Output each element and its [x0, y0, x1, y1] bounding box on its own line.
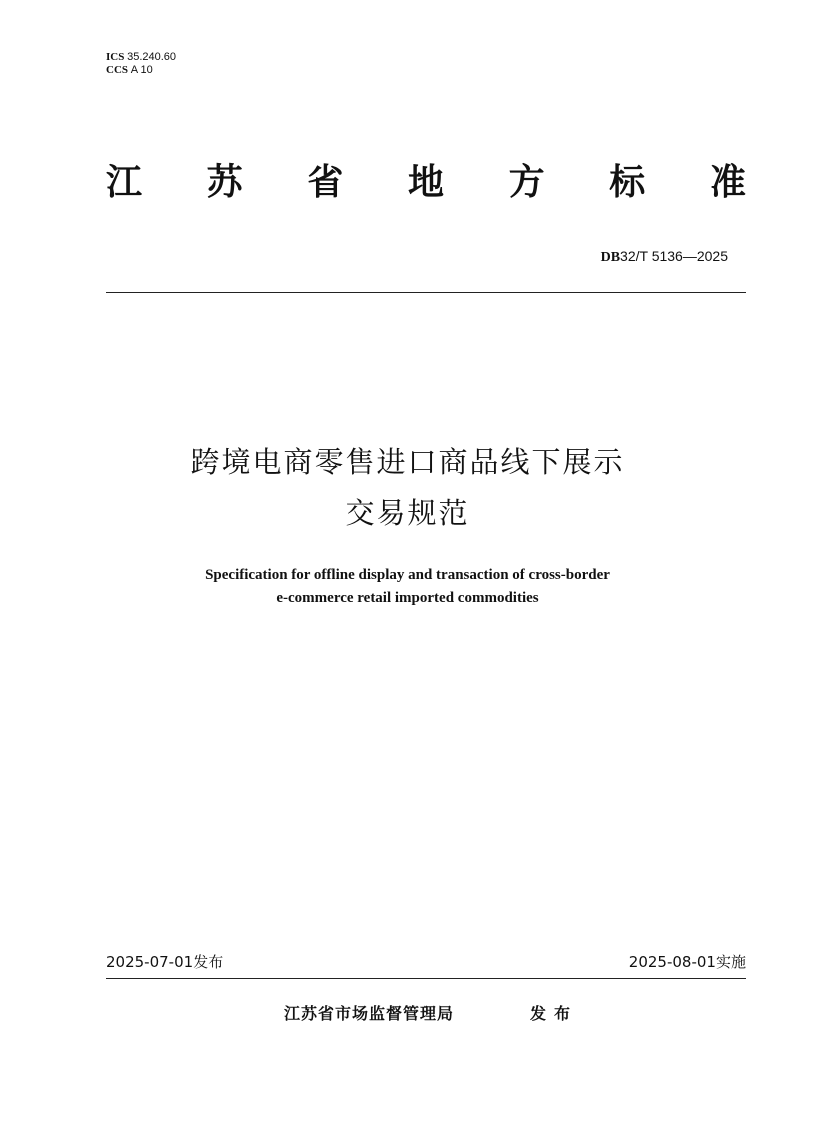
standard-type-title: [106, 158, 746, 208]
standard-type-char: 地: [407, 162, 444, 203]
ccs-label: CCS: [106, 64, 129, 76]
standard-code-number: 32/T 5136—2025: [620, 248, 728, 264]
ics-value: 35.240.60: [127, 51, 177, 63]
implement-label: 实施: [715, 953, 746, 971]
standard-type-char: 江: [106, 162, 143, 203]
header-divider: [106, 292, 746, 293]
standard-type-char: 省: [307, 162, 344, 203]
standard-type-char: 方: [508, 162, 545, 203]
ics-line: [106, 51, 176, 64]
publish-label: 发布: [193, 953, 224, 971]
issue-word: 发布: [530, 1004, 579, 1023]
chinese-title-line-1: 跨境电商零售进口商品线下展示: [190, 445, 625, 479]
publish-date: 2025-07-01: [106, 953, 194, 971]
standard-code-prefix: DB: [600, 250, 621, 265]
standard-type-char: 标: [609, 162, 646, 203]
issuing-authority: 江苏省市场监督管理局: [284, 1004, 455, 1023]
english-title-line-1: Specification for offline display and transaction of cross-border: [205, 567, 610, 583]
implement-date: 2025-08-01: [628, 953, 716, 971]
implement-date-line: [629, 952, 746, 972]
ccs-line: [106, 64, 176, 77]
footer-divider: [106, 978, 746, 979]
publish-date-line: [106, 952, 223, 972]
classification-block: [106, 51, 176, 77]
ics-label: ICS: [106, 51, 125, 63]
chinese-title-line-2: 交易规范: [345, 496, 470, 530]
standard-type-char: 苏: [206, 162, 243, 203]
standard-code: [601, 247, 728, 267]
english-title-line-2: e-commerce retail imported commodities: [276, 590, 539, 606]
standard-type-char: 准: [709, 162, 746, 203]
ccs-value: A 10: [130, 64, 153, 76]
